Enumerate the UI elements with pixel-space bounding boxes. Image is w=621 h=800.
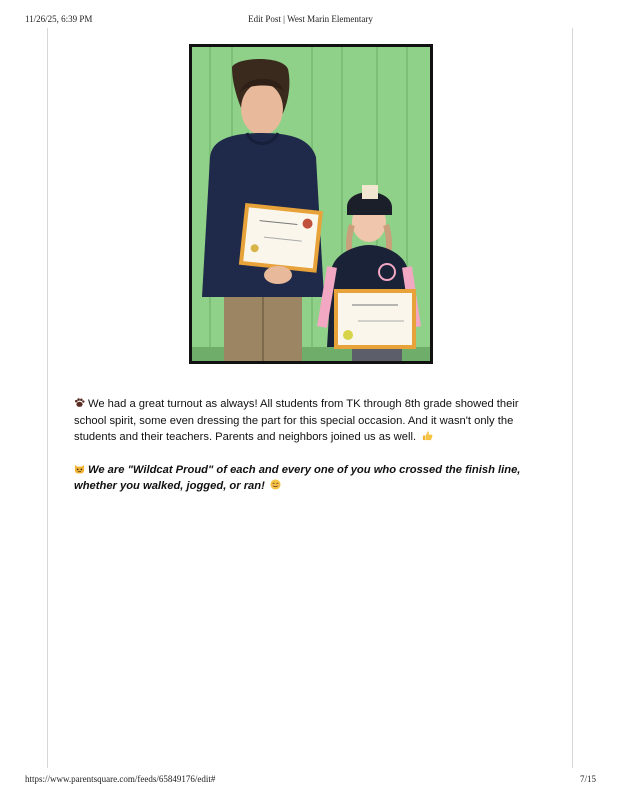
- left-margin-rule: [47, 28, 48, 768]
- print-header: [0, 14, 621, 28]
- print-footer: [0, 774, 621, 788]
- print-url: https://www.parentsquare.com/feeds/65849176/edit#: [25, 774, 216, 784]
- post-paragraph-1: [74, 396, 552, 446]
- photo-illustration: [192, 47, 430, 361]
- print-page-title: Edit Post | West Marin Elementary: [248, 14, 373, 24]
- post-photo: [189, 44, 433, 364]
- post-paragraph-1-text: We had a great turnout as always! All students from TK through 8th grade showed their school spirit, some even dressing the part for this special occasion. And it wasn't only the students and their teachers. Parents and neighbors joined us as well.: [74, 398, 519, 443]
- print-datetime: 11/26/25, 6:39 PM: [25, 14, 93, 24]
- post-paragraph-2: [74, 462, 552, 495]
- cat-face-icon: [74, 463, 85, 474]
- post-body: [74, 396, 552, 511]
- post-paragraph-2-text: We are "Wildcat Proud" of each and every one of you who crossed the finish line, whether you walked, jogged, or ran!: [74, 463, 521, 492]
- pawprints-icon: [74, 397, 85, 408]
- print-page-number: 7/15: [579, 774, 596, 784]
- right-margin-rule: [572, 28, 573, 768]
- smiling-face-icon: [270, 479, 281, 490]
- thumbs-up-icon: [422, 430, 433, 441]
